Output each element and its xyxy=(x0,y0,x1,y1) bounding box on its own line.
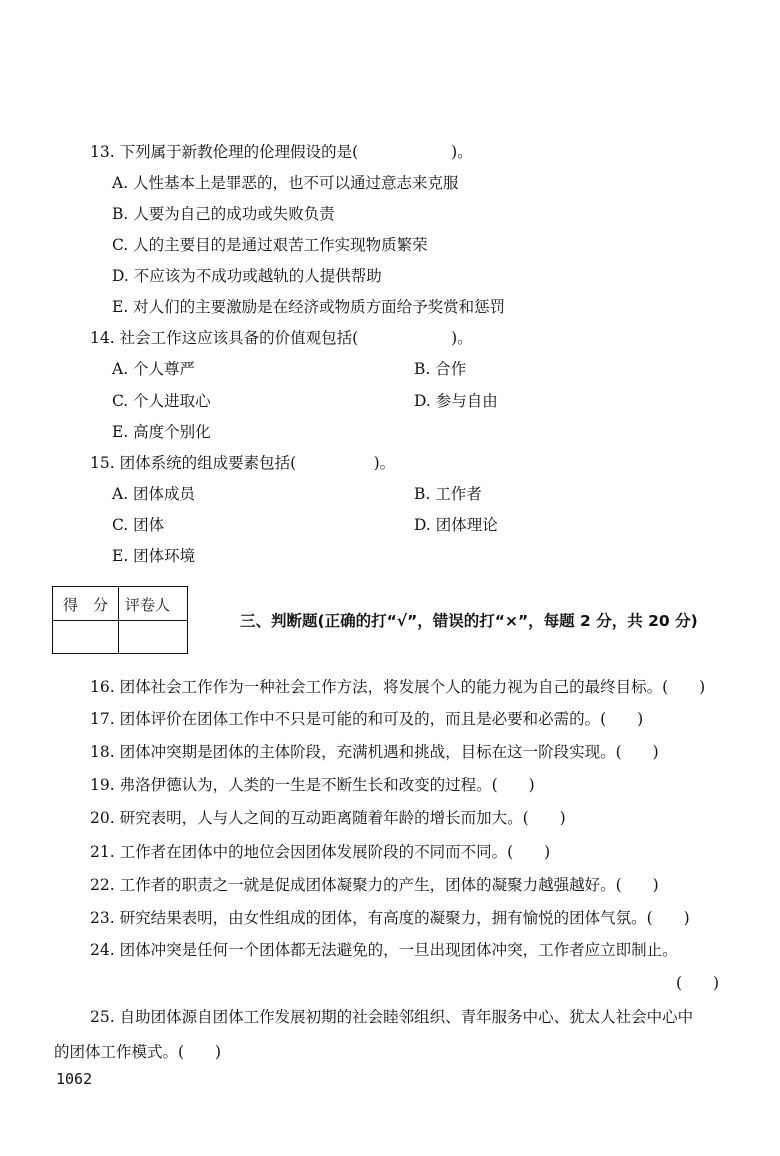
question-13-stem: 13. 下列属于新教伦理的伦理假设的是( )。 xyxy=(90,143,473,161)
question-19: 19. 弗洛伊德认为，人类的一生是不断生长和改变的过程。( ) xyxy=(90,776,535,794)
question-15-option-d: D. 团体理论 xyxy=(414,516,498,534)
question-14-option-d: D. 参与自由 xyxy=(414,392,498,410)
question-14-option-a: A. 个人尊严 xyxy=(112,360,196,378)
question-25-line-2: 的团体工作模式。( ) xyxy=(54,1043,222,1061)
question-13-option-a: A. 人性基本上是罪恶的，也不可以通过意志来克服 xyxy=(112,174,459,192)
question-15-option-a: A. 团体成员 xyxy=(112,485,196,503)
question-13-option-e: E. 对人们的主要激励是在经济或物质方面给予奖赏和惩罚 xyxy=(112,298,506,316)
question-14-option-c: C. 个人进取心 xyxy=(112,392,211,410)
question-13-option-d: D. 不应该为不成功或越轨的人提供帮助 xyxy=(112,267,382,285)
question-23: 23. 研究结果表明，由女性组成的团体，有高度的凝聚力，拥有愉悦的团体气氛。( ) xyxy=(90,909,690,927)
question-13-option-c: C. 人的主要目的是通过艰苦工作实现物质繁荣 xyxy=(112,236,428,254)
question-18: 18. 团体冲突期是团体的主体阶段，充满机遇和挑战，目标在这一阶段实现。( ) xyxy=(90,743,659,761)
question-24-answer-blank: ( ) xyxy=(676,974,720,992)
question-25-line-1: 25. 自助团体源自团体工作发展初期的社会睦邻组织、青年服务中心、犹太人社会中心中 xyxy=(90,1008,694,1026)
question-15-option-c: C. 团体 xyxy=(112,516,165,534)
grader-label: 评卷人 xyxy=(125,596,171,614)
question-15-stem: 15. 团体系统的组成要素包括( )。 xyxy=(90,454,396,472)
score-label: 得 分 xyxy=(63,596,109,614)
question-13-option-b: B. 人要为自己的成功或失败负责 xyxy=(112,205,335,223)
question-20: 20. 研究表明，人与人之间的互动距离随着年龄的增长而加大。( ) xyxy=(90,809,566,827)
question-17: 17. 团体评价在团体工作中不只是可能的和可及的，而且是必要和必需的。( ) xyxy=(90,710,644,728)
question-16: 16. 团体社会工作作为一种社会工作方法，将发展个人的能力视为自己的最终目标。( ) xyxy=(90,678,706,696)
question-24: 24. 团体冲突是任何一个团体都无法避免的，一旦出现团体冲突，工作者应立即制止。 xyxy=(90,941,678,959)
section-3-title: 三、判断题(正确的打“√”，错误的打“×”，每题 2 分，共 20 分) xyxy=(240,612,698,630)
question-14-option-b: B. 合作 xyxy=(414,360,467,378)
page-number: 1062 xyxy=(56,1070,93,1088)
question-21: 21. 工作者在团体中的地位会因团体发展阶段的不同而不同。( ) xyxy=(90,843,551,861)
question-14-stem: 14. 社会工作这应该具备的价值观包括( )。 xyxy=(90,329,473,347)
question-14-option-e: E. 高度个别化 xyxy=(112,423,211,441)
score-table xyxy=(52,586,188,654)
table-divider xyxy=(53,620,187,621)
question-22: 22. 工作者的职责之一就是促成团体凝聚力的产生，团体的凝聚力越强越好。( ) xyxy=(90,876,659,894)
question-15-option-e: E. 团体环境 xyxy=(112,547,196,565)
question-15-option-b: B. 工作者 xyxy=(414,485,482,503)
